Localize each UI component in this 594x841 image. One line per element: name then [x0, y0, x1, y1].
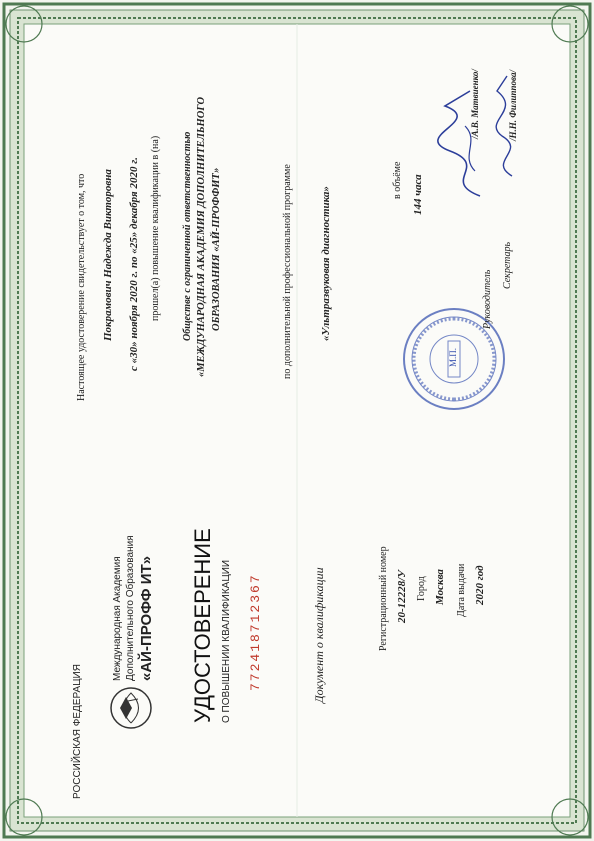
serial-number: 772418712367 — [248, 573, 263, 691]
head-name: /А.В. Матвиенко/ — [470, 69, 480, 139]
city-value: Москва — [434, 569, 446, 605]
country-label: РОССИЙСКАЯ ФЕДЕРАЦИЯ — [72, 664, 83, 799]
training-period: с «30» ноября 2020 г. по «25» декабря 2020 г. — [128, 157, 140, 371]
academy-line1: Международная Академия — [112, 556, 123, 681]
recipient-name: Покрамович Надежда Викторовна — [102, 169, 114, 341]
reg-number-label: Регистрационный номер — [378, 546, 389, 651]
head-label: Руководитель — [482, 269, 493, 329]
issue-date-label: Дата выдачи — [456, 563, 467, 617]
secretary-signature — [482, 71, 532, 181]
org-line-1: Обществе с ограниченной ответственностью — [182, 131, 193, 341]
issue-date-value: 2020 год — [474, 565, 486, 605]
program-label: по дополнительной профессиональной программе — [282, 164, 293, 379]
volume-value: 144 часа — [412, 174, 424, 215]
secretary-label: Секретарь — [502, 241, 513, 289]
city-label: Город — [416, 576, 427, 601]
passed-text: прошел(а) повышение квалификации в (на) — [150, 135, 161, 321]
document-type: Документ о квалификации — [312, 567, 326, 703]
secretary-name: /Н.Н. Филиппова/ — [508, 69, 518, 141]
program-name: «Ультразвуковая диагностика» — [320, 186, 332, 341]
volume-label: в объёме — [392, 161, 403, 199]
academy-logo-icon — [108, 685, 154, 731]
intro-text: Настоящее удостоверение свидетельствует о том, что — [76, 173, 87, 401]
reg-number-value: 20-12228/У — [396, 570, 408, 623]
academy-line2: Дополнительного Образования — [125, 535, 136, 681]
stamp-mp-label: М.П. — [448, 347, 458, 367]
brand-name: «АЙ-ПРОФФ ИТ» — [138, 555, 155, 681]
document-title: УДОСТОВЕРЕНИЕ — [190, 528, 215, 723]
document-subtitle: О ПОВЫШЕНИИ КВАЛИФИКАЦИИ — [221, 559, 232, 723]
org-line-3: ОБРАЗОВАНИЯ «АЙ-ПРОФФИТ» — [211, 167, 222, 331]
org-line-2: «МЕЖДУНАРОДНАЯ АКАДЕМИЯ ДОПОЛНИТЕЛЬНОГО — [196, 96, 207, 377]
